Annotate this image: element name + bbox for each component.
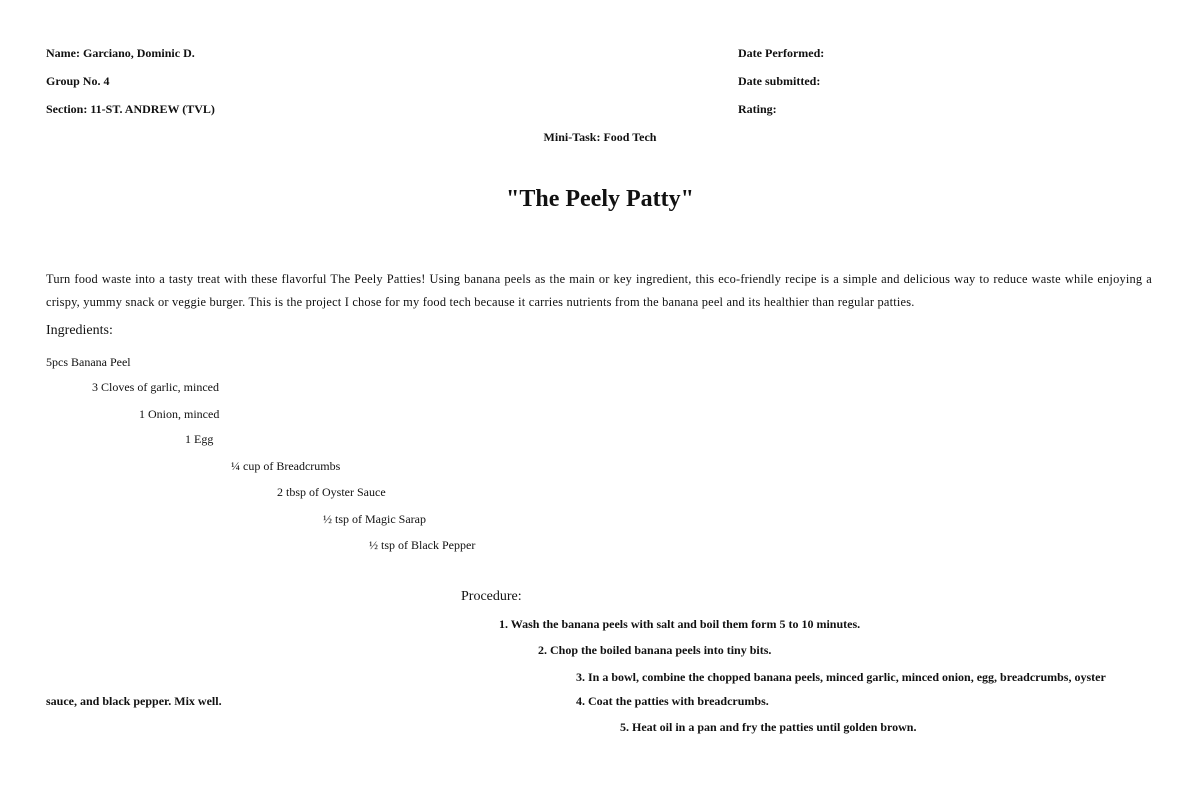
ingredients-heading: Ingredients: xyxy=(46,323,113,338)
intro-paragraph: Turn food waste into a tasty treat with these flavorful The Peely Patties! Using banana peels as the main or key ingredient, this eco-friendly recipe is a simple and delicious way to reduce waste while enjoying a crispy, yummy snack or veggie burger. This is the project I chose for my food tech because it carries nutrients from the banana peel and its healthier than regular patties. xyxy=(46,272,1152,309)
procedure-step-continuation: sauce, and black pepper. Mix well. xyxy=(46,694,222,708)
ingredient-item: 1 Onion, minced xyxy=(139,407,220,421)
group-number: Group No. 4 xyxy=(46,74,110,88)
ingredient-item: 3 Cloves of garlic, minced xyxy=(92,380,219,394)
rating-label: Rating: xyxy=(738,102,777,116)
ingredient-item: ¼ cup of Breadcrumbs xyxy=(231,459,341,473)
student-name: Name: Garciano, Dominic D. xyxy=(46,46,195,60)
procedure-step: 4. Coat the patties with breadcrumbs. xyxy=(576,694,769,708)
procedure-step: 2. Chop the boiled banana peels into tiny bits. xyxy=(538,643,772,657)
ingredient-item: 1 Egg xyxy=(185,432,214,446)
ingredient-item: ½ tsp of Magic Sarap xyxy=(323,512,426,526)
ingredient-item: 5pcs Banana Peel xyxy=(46,355,131,369)
date-submitted-label: Date submitted: xyxy=(738,74,821,88)
procedure-step: 5. Heat oil in a pan and fry the patties until golden brown. xyxy=(620,720,917,734)
document-title: "The Peely Patty" xyxy=(506,186,694,212)
date-performed-label: Date Performed: xyxy=(738,46,825,60)
ingredient-item: ½ tsp of Black Pepper xyxy=(369,538,476,552)
mini-task-subtitle: Mini-Task: Food Tech xyxy=(543,130,657,144)
section-label: Section: 11-ST. ANDREW (TVL) xyxy=(46,102,215,116)
procedure-step: 3. In a bowl, combine the chopped banana peels, minced garlic, minced onion, egg, breadcrumbs, oyster xyxy=(576,670,1106,684)
ingredient-item: 2 tbsp of Oyster Sauce xyxy=(277,485,386,499)
procedure-heading: Procedure: xyxy=(461,589,522,604)
procedure-step: 1. Wash the banana peels with salt and boil them form 5 to 10 minutes. xyxy=(499,617,861,631)
